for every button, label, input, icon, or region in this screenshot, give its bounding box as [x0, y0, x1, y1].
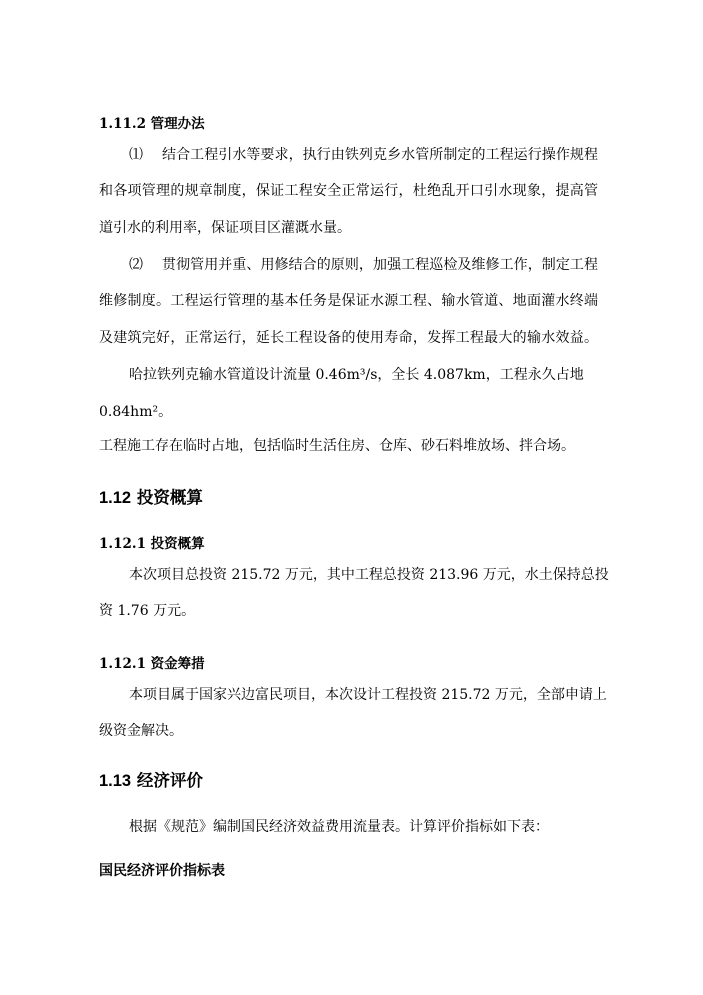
heading-1-13-title: 经济评价	[136, 771, 203, 790]
item-2-line-1: 贯彻管用并重、用修结合的原则，加强工程巡检及维修工作，制定工程	[162, 257, 598, 273]
investment-line-1: 本次项目总投资 215.72 万元，其中工程总投资 213.96 万元，水土保持总投	[129, 567, 609, 583]
item-2-marker: ⑵	[129, 257, 143, 273]
economic-evaluation-paragraph: 根据《规范》编制国民经济效益费用流量表。计算评价指标如下表：	[129, 819, 549, 835]
heading-1-12-title: 投资概算	[136, 488, 203, 507]
investment-line-2: 资 1.76 万元。	[99, 603, 196, 619]
heading-1-13	[99, 770, 203, 792]
heading-1-11-2: 1.11.2 管理办法	[99, 116, 205, 132]
item-1-marker: ⑴	[129, 147, 143, 163]
item-1-line-2: 和各项管理的规章制度，保证工程安全正常运行，杜绝乱开口引水现象，提高管	[99, 183, 598, 199]
table-title: 国民经济评价指标表	[99, 863, 225, 879]
item-1-line-3: 道引水的利用率，保证项目区灌溉水量。	[99, 220, 351, 236]
temporary-land-paragraph: 工程施工存在临时占地，包括临时生活住房、仓库、砂石料堆放场、拌合场。	[99, 438, 575, 454]
heading-1-12-1-funding: 1.12.1 资金筹措	[99, 656, 205, 672]
heading-1-12-number: 1.12	[99, 489, 132, 507]
item-2-line-3: 及建筑完好，正常运行，延长工程设备的使用寿命，发挥工程最大的输水效益。	[99, 330, 598, 346]
funding-line-2: 级资金解决。	[99, 723, 183, 739]
item-2-line-2: 维修制度。工程运行管理的基本任务是保证水源工程、输水管道、地面灌水终端	[99, 293, 598, 309]
heading-1-12	[99, 487, 203, 509]
item-1-line-1: 结合工程引水等要求，执行由铁列克乡水管所制定的工程运行操作规程	[162, 147, 598, 163]
funding-line-1: 本项目属于国家兴边富民项目，本次设计工程投资 215.72 万元，全部申请上	[129, 687, 607, 703]
heading-1-12-1-investment: 1.12.1 投资概算	[99, 536, 205, 552]
design-flow-line-2: 0.84hm²。	[99, 404, 173, 420]
heading-1-13-number: 1.13	[99, 772, 132, 790]
design-flow-line-1: 哈拉铁列克输水管道设计流量 0.46m³/s，全长 4.087km，工程永久占地	[129, 367, 584, 383]
